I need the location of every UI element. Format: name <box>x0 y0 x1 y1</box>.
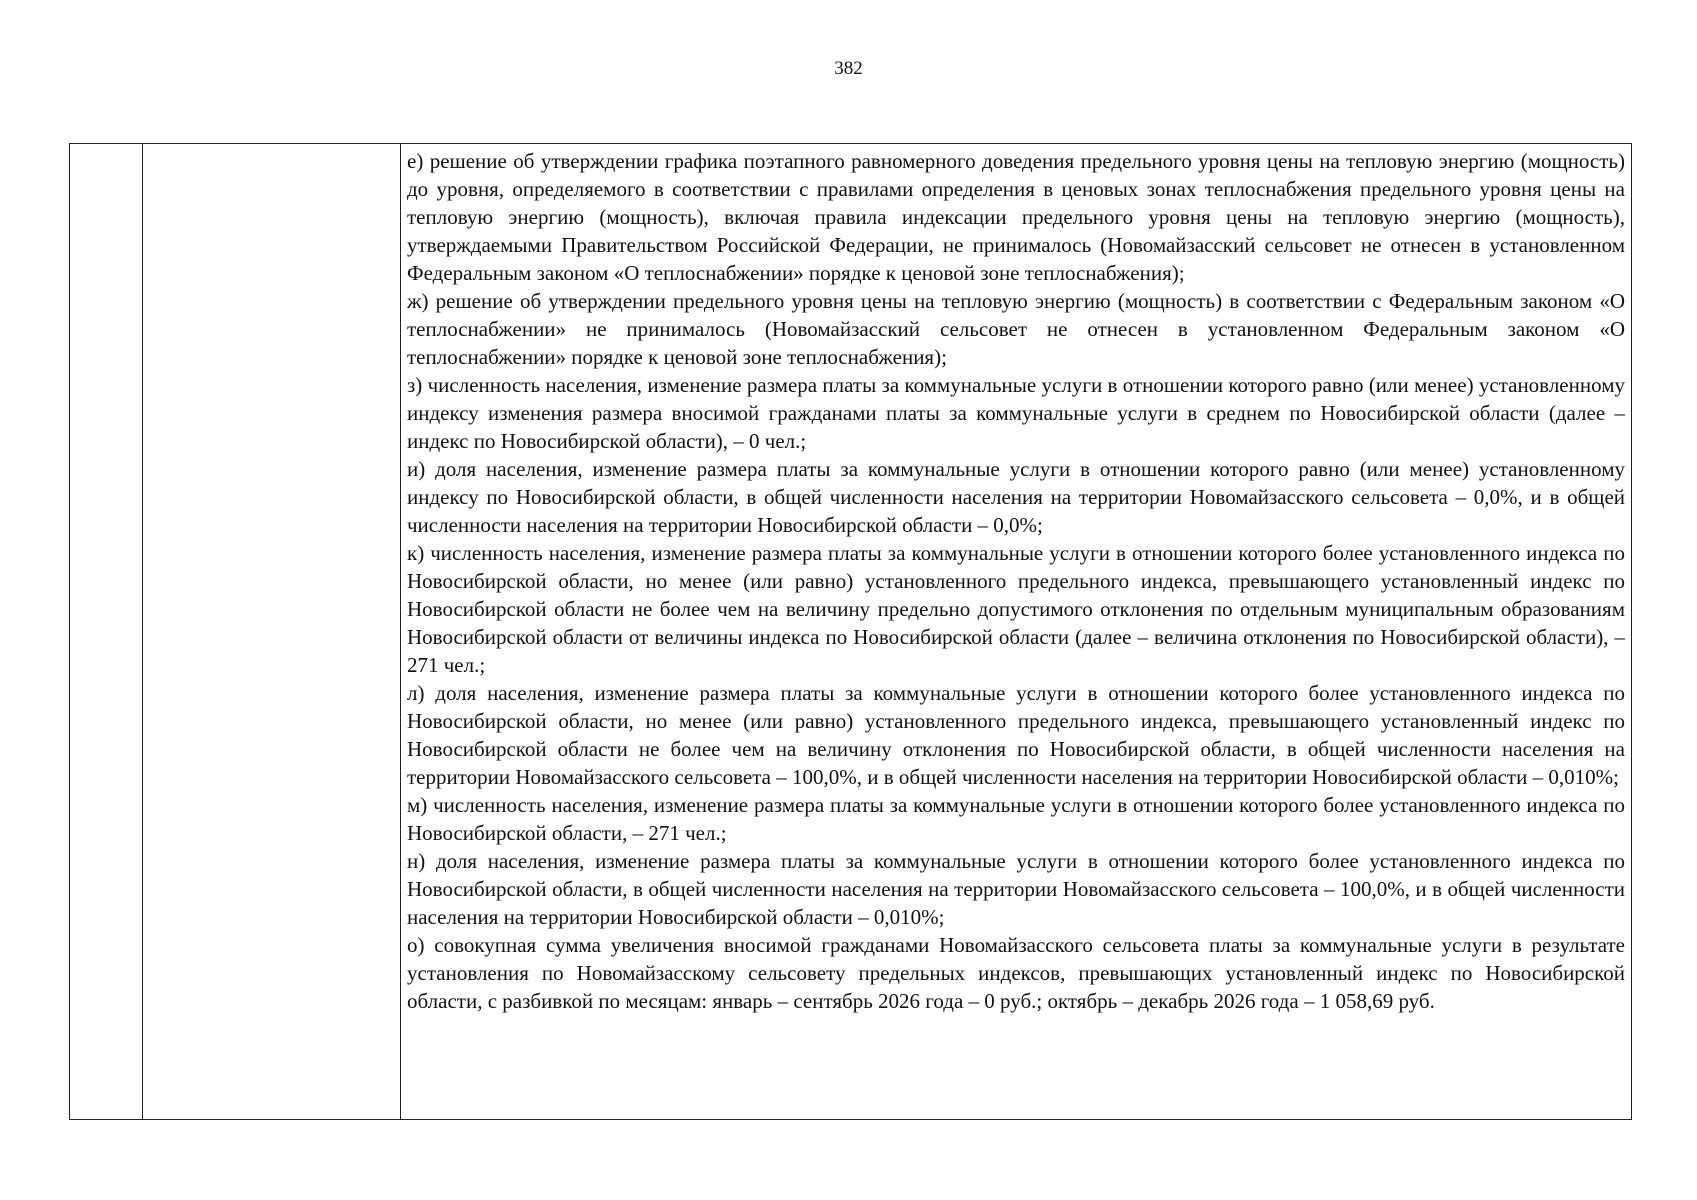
paragraph-e: е) решение об утверждении графика поэтапного равномерного доведения предельного уровня цены на тепловую энергию (мощность) до уровня, определяемого в соответствии с правилами определения в ценовых зонах теплоснабжения предельного уровня цены на тепловую энергию (мощность), включая правила индексации предельного уровня цены на тепловую энергию (мощность), утверждаемыми Правительством Российской Федерации, не принималось (Новомайзасский сельсовет не отнесен в установленном Федеральным законом «О теплоснабжении» порядке к ценовой зоне теплоснабжения); <box>407 149 1625 285</box>
paragraph-k: к) численность населения, изменение размера платы за коммунальные услуги в отношении которого более установленного индекса по Новосибирской области, но менее (или равно) установленного предельного индекса, превышающего установленный индекс по Новосибирской области не более чем на величину предельно допустимого отклонения по отдельным муниципальным образованиям Новосибирской области от величины индекса по Новосибирской области (далее – величина отклонения по Новосибирской области), – 271 чел.; <box>407 541 1625 677</box>
document-table <box>69 143 1632 1120</box>
table-cell-number <box>70 144 143 1119</box>
paragraph-zh: ж) решение об утверждении предельного уровня цены на тепловую энергию (мощность) в соответствии с Федеральным законом «О теплоснабжении» не принималось (Новомайзасский сельсовет не отнесен в установленном Федеральным законом «О теплоснабжении» порядке к ценовой зоне теплоснабжения); <box>407 289 1625 369</box>
paragraph-o: о) совокупная сумма увеличения вносимой гражданами Новомайзасского сельсовета платы за коммунальные услуги в результате установления по Новомайзасскому сельсовету предельных индексов, превышающих установленный индекс по Новосибирской области, с разбивкой по месяцам: январь – сентябрь 2026 года – 0 руб.; октябрь – декабрь 2026 года – 1 058,69 руб. <box>407 933 1625 1013</box>
paragraph-z: з) численность населения, изменение размера платы за коммунальные услуги в отношении которого равно (или менее) установленному индексу изменения размера вносимой гражданами платы за коммунальные услуги в среднем по Новосибирской области (далее – индекс по Новосибирской области), – 0 чел.; <box>407 373 1625 453</box>
table-cell-name <box>143 144 401 1119</box>
paragraph-n: н) доля населения, изменение размера платы за коммунальные услуги в отношении которого более установленного индекса по Новосибирской области, в общей численности населения на территории Новомайзасского сельсовета – 100,0%, и в общей численности населения на территории Новосибирской области – 0,010%; <box>407 849 1625 929</box>
paragraph-i: и) доля населения, изменение размера платы за коммунальные услуги в отношении которого равно (или менее) установленному индексу по Новосибирской области, в общей численности населения на территории Новомайзасского сельсовета – 0,0%, и в общей численности населения на территории Новосибирской области – 0,0%; <box>407 457 1625 537</box>
table-cell-content <box>401 144 1631 1119</box>
paragraph-m: м) численность населения, изменение размера платы за коммунальные услуги в отношении которого более установленного индекса по Новосибирской области, – 271 чел.; <box>407 793 1625 845</box>
paragraph-l: л) доля населения, изменение размера платы за коммунальные услуги в отношении которого более установленного индекса по Новосибирской области, но менее (или равно) установленного предельного индекса, превышающего установленный индекс по Новосибирской области не более чем на величину отклонения по Новосибирской области, в общей численности населения на территории Новомайзасского сельсовета – 100,0%, и в общей численности населения на территории Новосибирской области – 0,010%; <box>407 681 1625 789</box>
page-number: 382 <box>834 58 863 79</box>
